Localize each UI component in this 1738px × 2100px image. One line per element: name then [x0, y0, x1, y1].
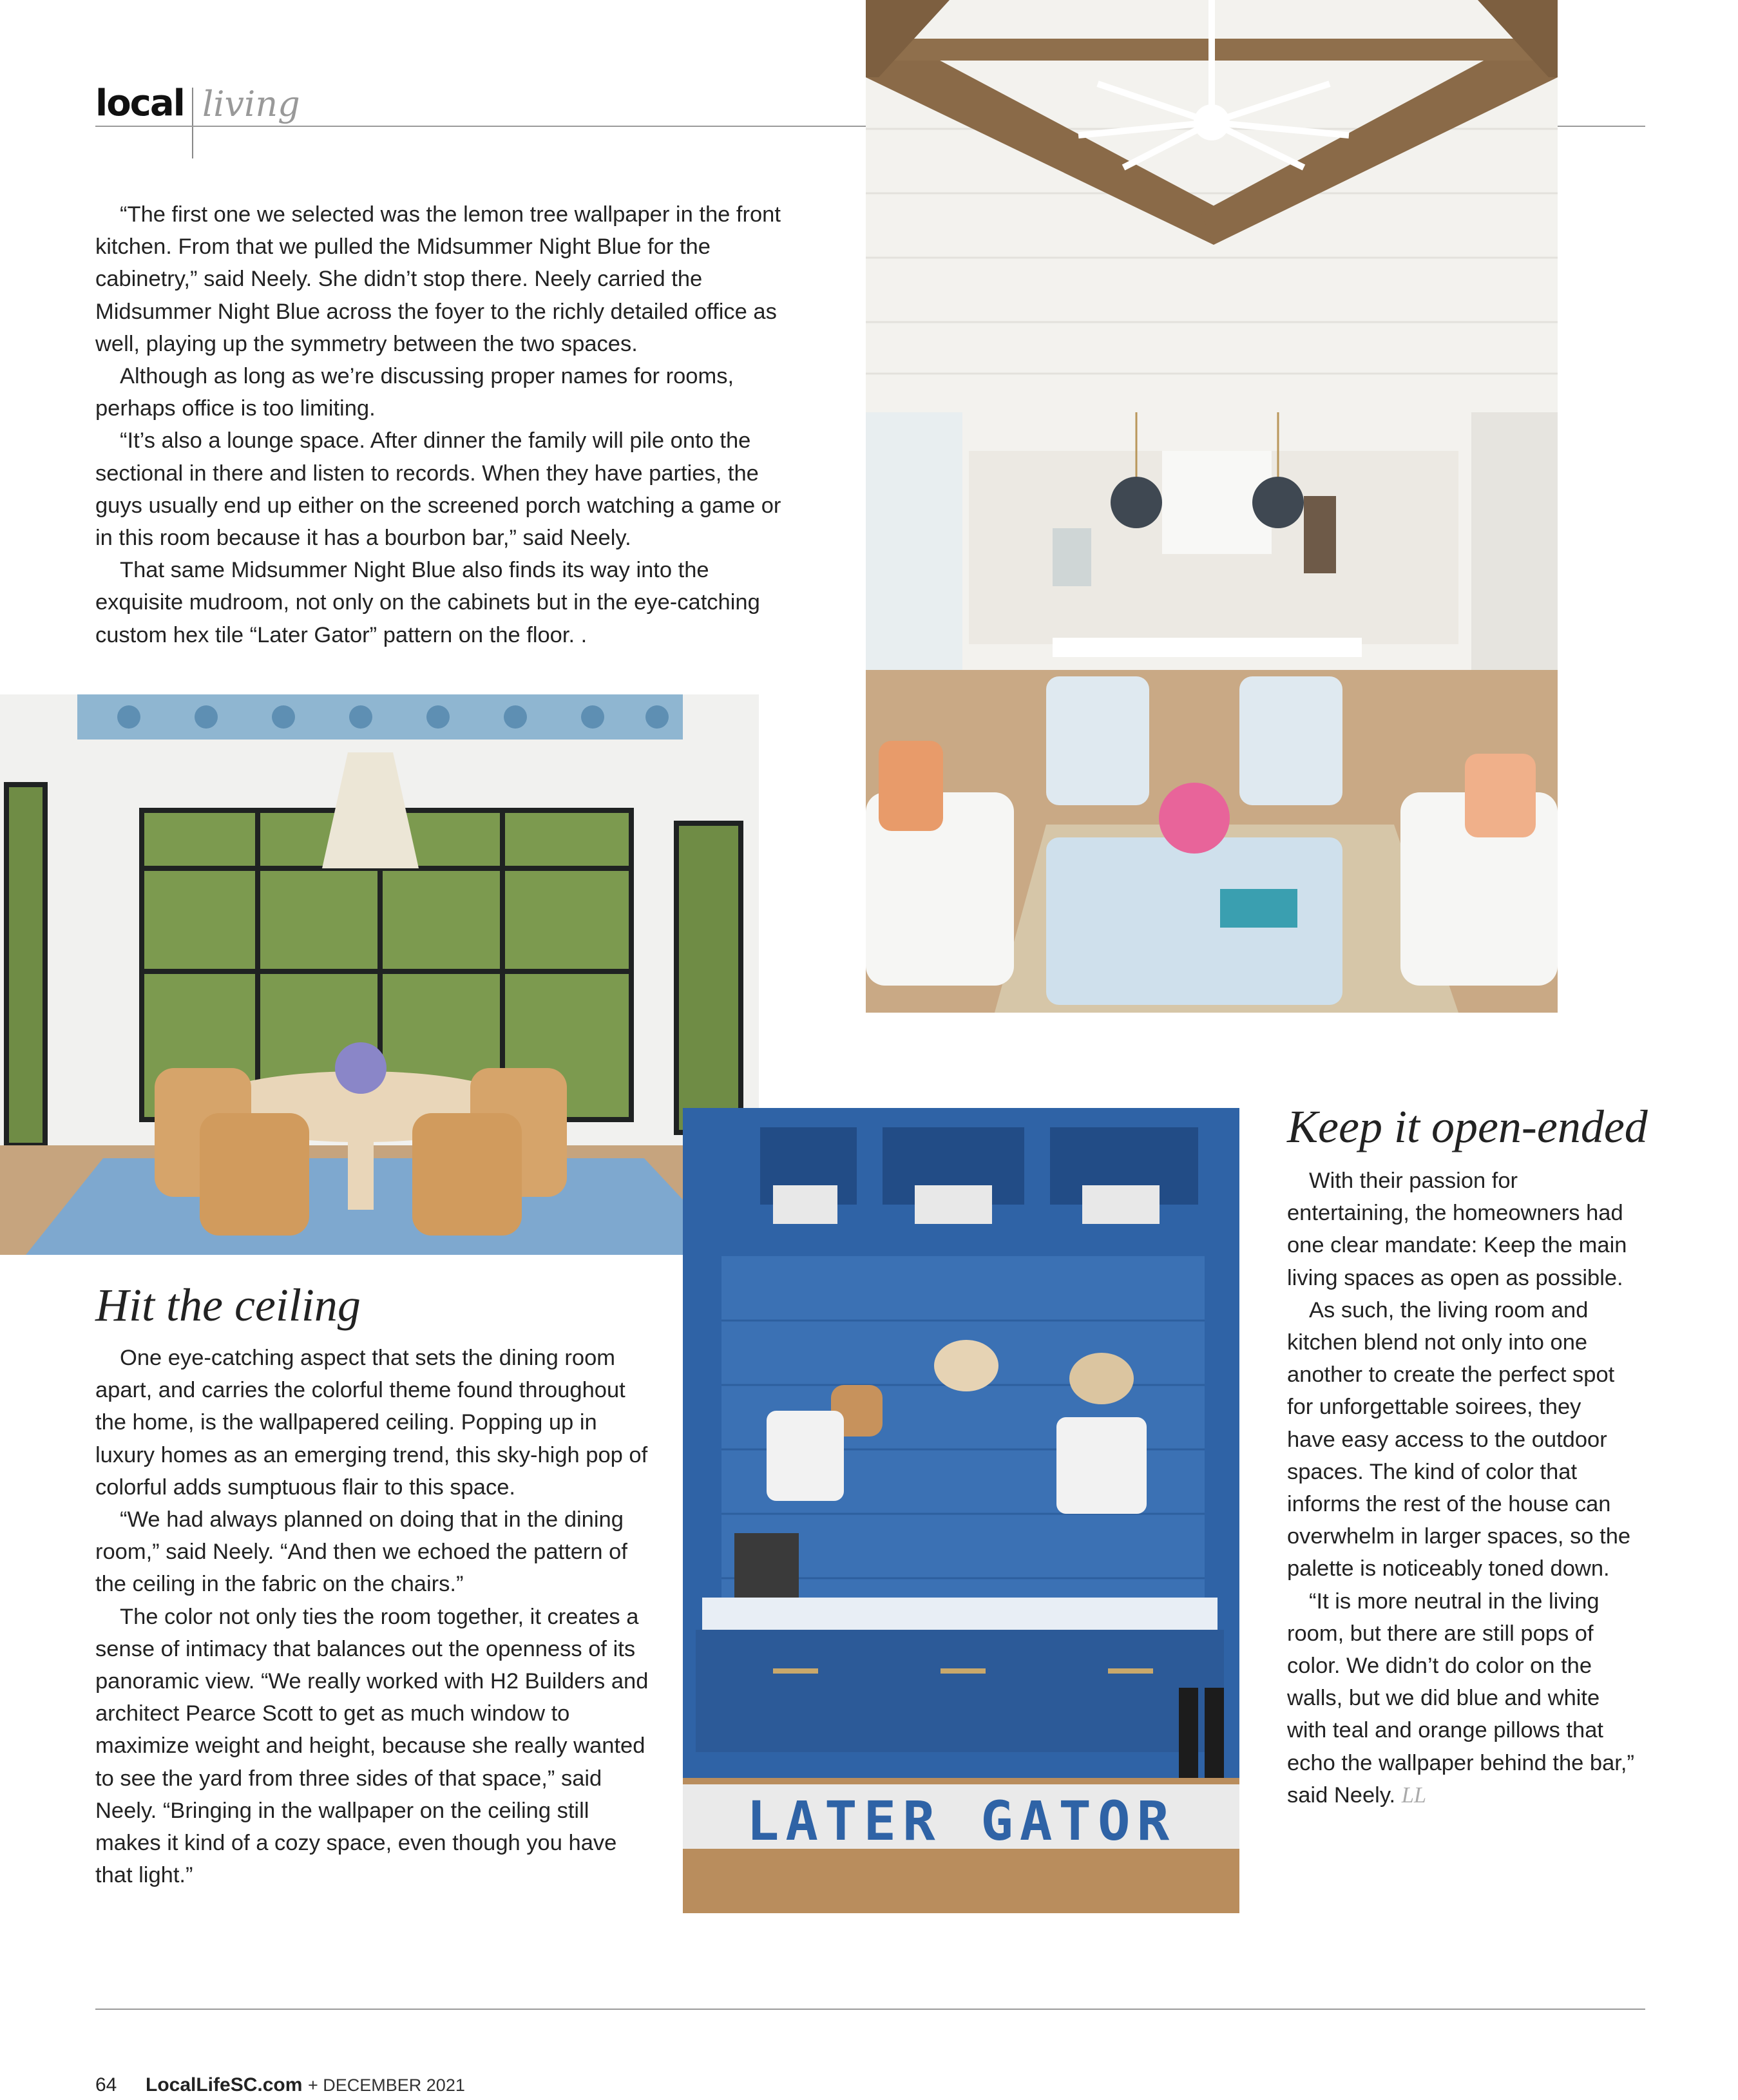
open-column: [1287, 1165, 1635, 1811]
mudroom-floor-text: LATER GATOR: [746, 1790, 1176, 1853]
ceiling-paragraph: One eye-catching aspect that sets the dining room apart, and carries the colorful theme found throughout the home, is the wallpapered ceiling. Popping up in luxury homes as an emerging trend, this sky-high pop of colorful adds sumptuous flair to this space.: [95, 1346, 648, 1500]
intro-column: [95, 198, 797, 651]
brand-living: living: [202, 84, 300, 124]
section-heading-ceiling: Hit the ceiling: [95, 1279, 361, 1331]
ceiling-column: [95, 1342, 649, 1891]
ceiling-paragraph: “We had always planned on doing that in the dining room,” said Neely. “And then we echoed the pattern of the ceiling in the fabric on the chairs.”: [95, 1507, 627, 1597]
dining-room-photo: [0, 694, 759, 1255]
page-number: 64: [95, 2074, 117, 2095]
intro-paragraph: “The first one we selected was the lemon tree wallpaper in the front kitchen. From that we pulled the Midsummer Night Blue for the cabinetry,” said Neely. She didn’t stop there. Neely carried the Midsummer Night Blue across the foyer to the richly detailed office as well, playing up the symmetry between the two spaces.: [95, 202, 781, 356]
footer-site: LocalLifeSC.com: [146, 2074, 303, 2095]
open-paragraph: As such, the living room and kitchen blend not only into one another to create the perfect spot for unforgettable soirees, they have easy access to the outdoor spaces. The kind of color that informs the rest of the house can overwhelm in larger spaces, so the palette is noticeably toned down.: [1287, 1297, 1631, 1581]
intro-paragraph: Although as long as we’re discussing proper names for rooms, perhaps office is too limiting.: [95, 364, 734, 421]
open-paragraph: [1287, 1585, 1635, 1811]
ceiling-paragraph: The color not only ties the room together, it creates a sense of intimacy that balances out the openness of its panoramic view. “We really worked with H2 Builders and architect Pearce Scott to get as much window to maximize weight and height, because she really wanted to see the yard from three sides of that space,” said Neely. “Bringing in the wallpaper on the ceiling still makes it kind of a cozy space, even though you have that light.”: [95, 1604, 649, 1888]
header-rule-right: [1558, 126, 1645, 127]
brand-divider: [192, 88, 193, 158]
footer-date: + DECEMBER 2021: [308, 2076, 465, 2095]
brand-local: local: [95, 82, 184, 124]
open-paragraph: With their passion for entertaining, the homeowners had one clear mandate: Keep the main living spaces as open as possible.: [1287, 1169, 1627, 1290]
header-rule: [95, 126, 866, 127]
mudroom-photo: [683, 1108, 1239, 1913]
author-signature: LL: [1401, 1782, 1427, 1808]
intro-paragraph: “It’s also a lounge space. After dinner the family will pile onto the sectional in there and listen to records. When they have parties, the guys usually end up either on the screened porch watching a game or in this room because it has a bourbon bar,” said Neely.: [95, 428, 781, 551]
open-paragraph-text: “It is more neutral in the living room, but there are still pops of color. We didn’t do color on the walls, but we did blue and white with teal and orange pillows that echo the wallpaper behind the bar,” said Neely.: [1287, 1589, 1634, 1808]
section-heading-open: Keep it open-ended: [1287, 1101, 1648, 1152]
living-room-photo: [866, 0, 1558, 1013]
intro-paragraph: That same Midsummer Night Blue also finds its way into the exquisite mudroom, not only on the cabinets but in the eye-catching custom hex tile “Later Gator” pattern on the floor. .: [95, 558, 760, 647]
footer-rule: [95, 2009, 1645, 2010]
